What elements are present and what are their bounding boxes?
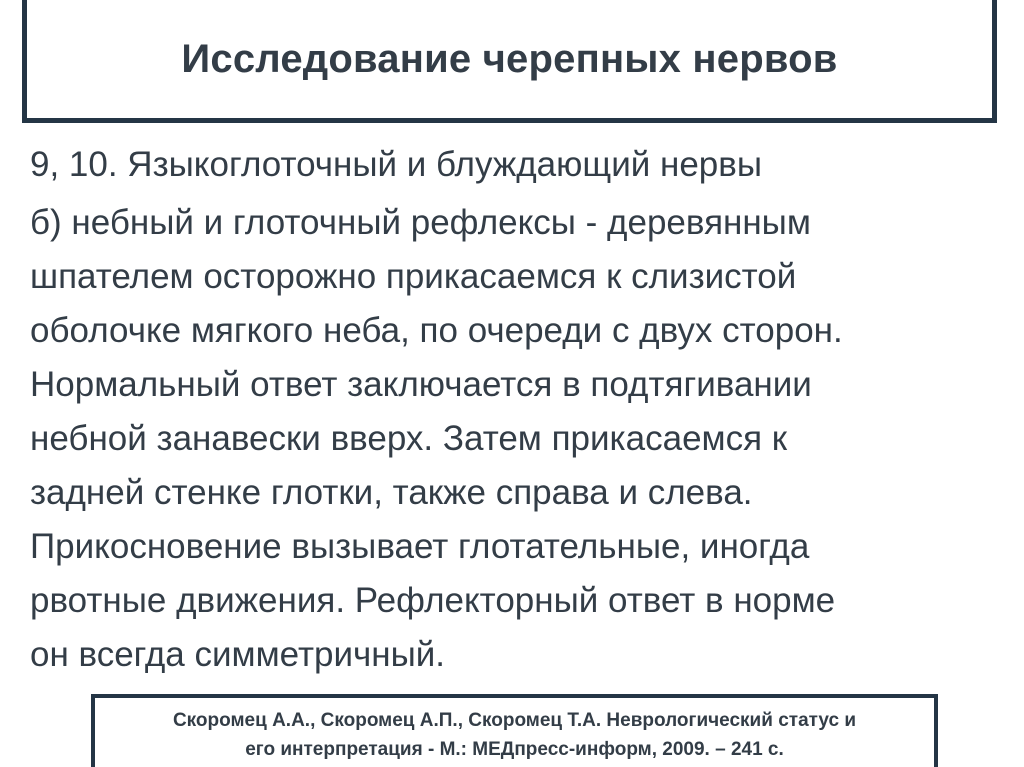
section-heading: 9, 10. Языкоглоточный и блуждающий нервы [30,145,763,184]
body-line: оболочке мягкого неба, по очереди с двух сторон. [30,311,843,350]
slide-content [30,140,1015,682]
body-line: рвотные движения. Рефлекторный ответ в норме [30,581,836,620]
body-line: шпателем осторожно прикасаемся к слизистой [30,257,797,296]
body-paragraph [30,196,1015,682]
citation-line: его интерпретация - М.: МЕДпресс-информ, 2009. – 241 с. [245,738,784,760]
citation-line: Скоромец А.А., Скоромец А.П., Скоромец Т.А. Неврологический статус и [172,709,857,731]
slide-title: Исследование черепных нервов [181,36,838,81]
body-line: он всегда симметричный. [30,635,446,674]
citation-box [91,694,938,767]
title-box [22,0,997,123]
body-line: Прикосновение вызывает глотательные, иногда [30,527,810,566]
body-line: небной занавески вверх. Затем прикасаемся к [30,419,788,458]
body-line: задней стенке глотки, также справа и слева. [30,473,753,512]
body-line: б) небный и глоточный рефлексы - деревянным [30,203,811,242]
body-line: Нормальный ответ заключается в подтягивании [30,365,812,404]
